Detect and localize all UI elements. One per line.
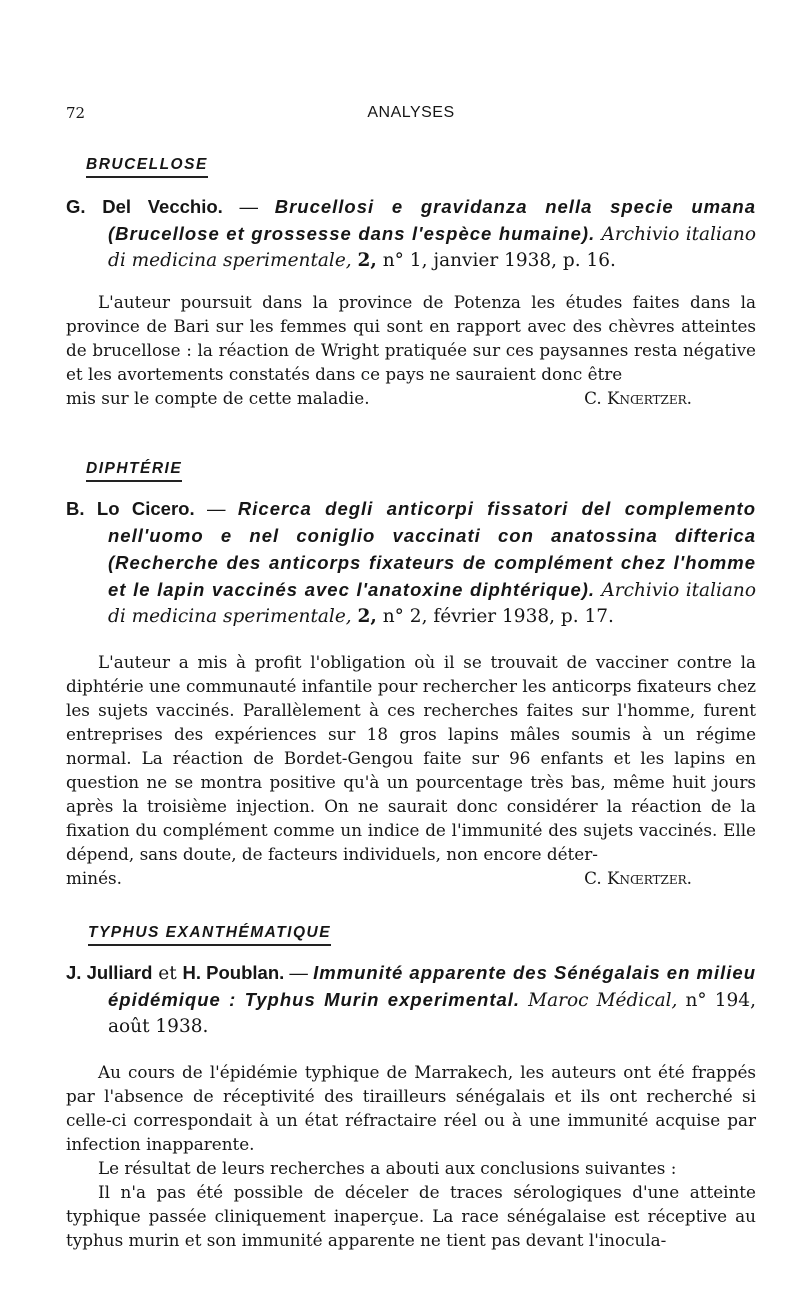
author-1: J. Julliard xyxy=(66,962,153,983)
journal: Maroc Médical, xyxy=(528,990,678,1011)
entry-del-vecchio xyxy=(66,194,756,410)
abstract-paragraph: Au cours de l'épidémie typhique de Marrakech, les auteurs ont été frappés par l'absence de réceptivité des tirailleurs sénégalais et ils ont recherché si celle-ci correspondait à un état réfractaire réel ou à une immunité acquise par infection inapparente. xyxy=(66,1062,756,1154)
citation: B. Lo Cicero. — Ricerca degli anticorpi fissatori del complemento nell'uomo e nel coniglio vaccinati con anatossina difterica (Recherche des anticorps fixateurs de complément chez l'homme et le lapin vaccinés avec l'anatoxine diphtérique). Archivio italiano di medicina sperimentale, 2, n° 2, février 1938, p. 17. xyxy=(66,498,756,627)
issue-date: n° 1, janvier 1938, p. 16. xyxy=(382,250,616,271)
article-title: Brucellosi e gravidanza nella specie umana (Brucellose et grossesse dans l'espèce humaine). xyxy=(108,196,757,244)
final-line: minés. xyxy=(66,868,122,888)
citation: J. Julliard et H. Poublan. — Immunité apparente des Sénégalais en milieu épidémique : Typhus Murin experimental. Maroc Médical, n° 194, août 1938. xyxy=(66,962,756,1037)
volume: 2, xyxy=(357,250,377,271)
journal: Archivio italiano di medicina sperimentale, xyxy=(108,224,756,271)
citation: G. Del Vecchio. — Brucellosi e gravidanza nella specie umana (Brucellose et grossesse dans l'espèce humaine). Archivio italiano di medicina sperimentale, 2, n° 1, janvier 1938, p. 16. xyxy=(66,196,757,271)
abstract-paragraph: Le résultat de leurs recherches a abouti aux conclusions suivantes : xyxy=(98,1158,677,1178)
running-title: ANALYSES xyxy=(367,104,455,121)
signature: C. Knœrtzer. xyxy=(584,388,692,408)
section-heading-brucellose: BRUCELLOSE xyxy=(86,156,208,178)
volume: 2, xyxy=(357,606,377,627)
signature: C. Knœrtzer. xyxy=(584,868,692,888)
authors: G. Del Vecchio. xyxy=(66,196,223,217)
entry-julliard-poublan xyxy=(66,960,756,1252)
entry-lo-cicero xyxy=(66,496,756,890)
author-2: H. Poublan. xyxy=(182,962,285,983)
closing-line xyxy=(66,386,756,410)
abstract-paragraph: L'auteur a mis à profit l'obligation où il se trouvait de vacciner contre la diphtérie une communauté infantile pour rechercher les anticorps fixateurs chez les sujets vaccinés. Parallèlement à ces recherches faites sur l'homme, furent entreprises des expériences sur 18 gros lapins mâles soumis à un régime normal. La réaction de Bordet-Gengou faite sur 96 enfants et les lapins en question ne se montra positive qu'à un pourcentage très bas, même huit jours après la troisième injection. On ne saurait donc considérer la réaction de la fixation du complément comme un indice de l'immunité des sujets vaccinés. Elle dépend, sans doute, de facteurs individuels, non encore déter- xyxy=(66,652,756,864)
abstract-paragraph: Il n'a pas été possible de déceler de traces sérologiques d'une atteinte typhique passée cliniquement inaperçue. La race sénégalaise est réceptive au typhus murin et son immunité apparente ne tient pas devant l'inocula- xyxy=(66,1182,756,1250)
section-heading-diphterie: DIPHTÉRIE xyxy=(86,460,182,482)
article-title: Immunité apparente des Sénégalais en milieu épidémique : Typhus Murin experimental. xyxy=(108,962,756,1010)
authors: B. Lo Cicero. xyxy=(66,498,195,519)
closing-line xyxy=(66,866,756,890)
article-title: Ricerca degli anticorpi fissatori del complemento nell'uomo e nel coniglio vaccinati con anatossina difterica (Recherche des anticorps fixateurs de complément chez l'homme et le lapin vaccinés avec l'anatoxine diphtérique). xyxy=(108,498,756,600)
final-line: mis sur le compte de cette maladie. xyxy=(66,388,370,408)
page-number: 72 xyxy=(66,104,86,122)
issue-date: n° 2, février 1938, p. 17. xyxy=(382,606,614,627)
issue-date: n° 194, août 1938. xyxy=(108,990,756,1037)
running-head xyxy=(66,104,756,126)
section-heading-typhus: TYPHUS EXANTHÉMATIQUE xyxy=(88,924,331,946)
abstract-paragraph: L'auteur poursuit dans la province de Potenza les études faites dans la province de Bari sur les femmes qui sont en rapport avec des chèvres atteintes de brucellose : la réaction de Wright pratiquée sur ces paysannes resta négative et les avortements constatés dans ce pays ne sauraient donc être xyxy=(66,292,756,384)
journal: Archivio italiano di medicina sperimentale, xyxy=(108,580,756,627)
